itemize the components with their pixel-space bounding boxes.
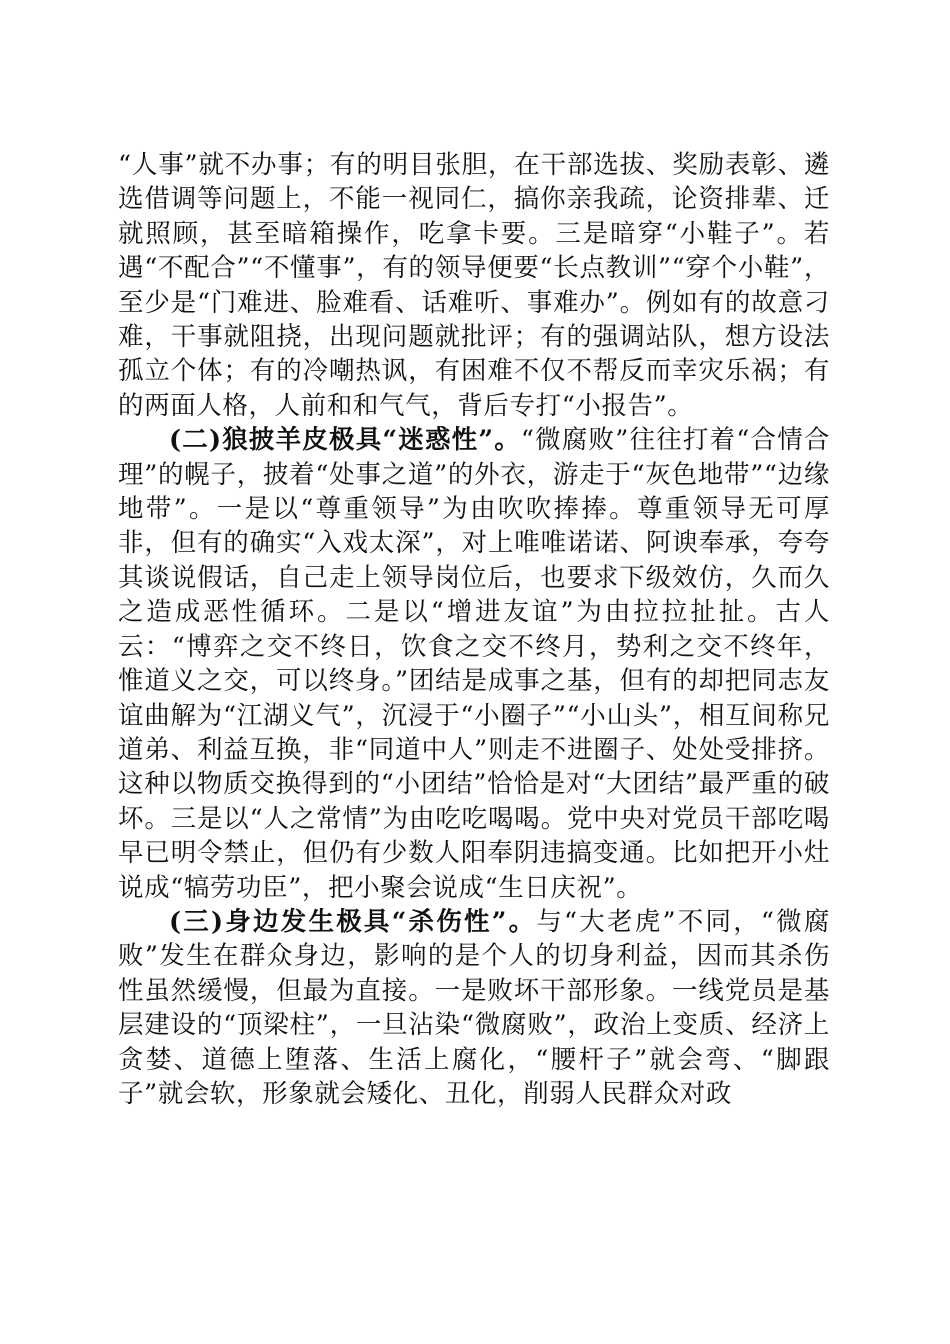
paragraph-continuation: [118, 148, 830, 423]
document-body: [118, 148, 830, 1111]
section-heading-three: (三)身边发生极具“杀伤性”。: [169, 906, 537, 937]
paragraph-section-three: [118, 905, 830, 1111]
paragraph-body: 与“大老虎”不同，“微腐败”发生在群众身边，影响的是个人的切身利益，因而其杀伤性虽然缓慢，但最为直接。一是败坏干部形象。一线党员是基层建设的“顶梁柱”，一旦沾染“微腐败”，政治上变质、经济上贪婪、道德上堕落、生活上腐化，“腰杆子”就会弯、“脚跟子”就会软，形象就会矮化、丑化，削弱人民群众对政: [118, 906, 830, 1109]
paragraph-body: “人事”就不办事；有的明目张胆，在干部选拔、奖励表彰、遴选借调等问题上，不能一视同仁，搞你亲我疏，论资排辈、迁就照顾，甚至暗箱操作，吃拿卡要。三是暗穿“小鞋子”。若遇“不配合”“不懂事”，有的领导便要“长点教训”“穿个小鞋”，至少是“门难进、脸难看、话难听、事难办”。例如有的故意刁难，干事就阻挠，出现问题就批评；有的强调站队，想方设法孤立个体；有的冷嘲热讽，有困难不仅不帮反而幸灾乐祸；有的两面人格，人前和和气气，背后专打“小报告”。: [118, 150, 830, 421]
section-heading-two: (二)狼披羊皮极具“迷惑性”。: [169, 425, 521, 456]
paragraph-body: “微腐败”往往打着“合情合理”的幌子，披着“处事之道”的外衣，游走于“灰色地带”“边缘地带”。一是以“尊重领导”为由吹吹捧捧。尊重领导无可厚非，但有的确实“入戏太深”，对上唯唯诺诺、阿谀奉承，夸夸其谈说假话，自己走上领导岗位后，也要求下级效仿，久而久之造成恶性循环。二是以“增进友谊”为由拉拉扯扯。古人云：“博弈之交不终日，饮食之交不终月，势利之交不终年，惟道义之交，可以终身。”团结是成事之基，但有的却把同志友谊曲解为“江湖义气”，沉浸于“小圈子”“小山头”，相互间称兄道弟、利益互换，非“同道中人”则走不进圈子、处处受排挤。这种以物质交换得到的“小团结”恰恰是对“大团结”最严重的破坏。三是以“人之常情”为由吃吃喝喝。党中央对党员干部吃喝早已明令禁止，但仍有少数人阳奉阴违搞变通。比如把开小灶说成“犒劳功臣”，把小聚会说成“生日庆祝”。: [118, 425, 830, 903]
paragraph-section-two: [118, 423, 830, 905]
